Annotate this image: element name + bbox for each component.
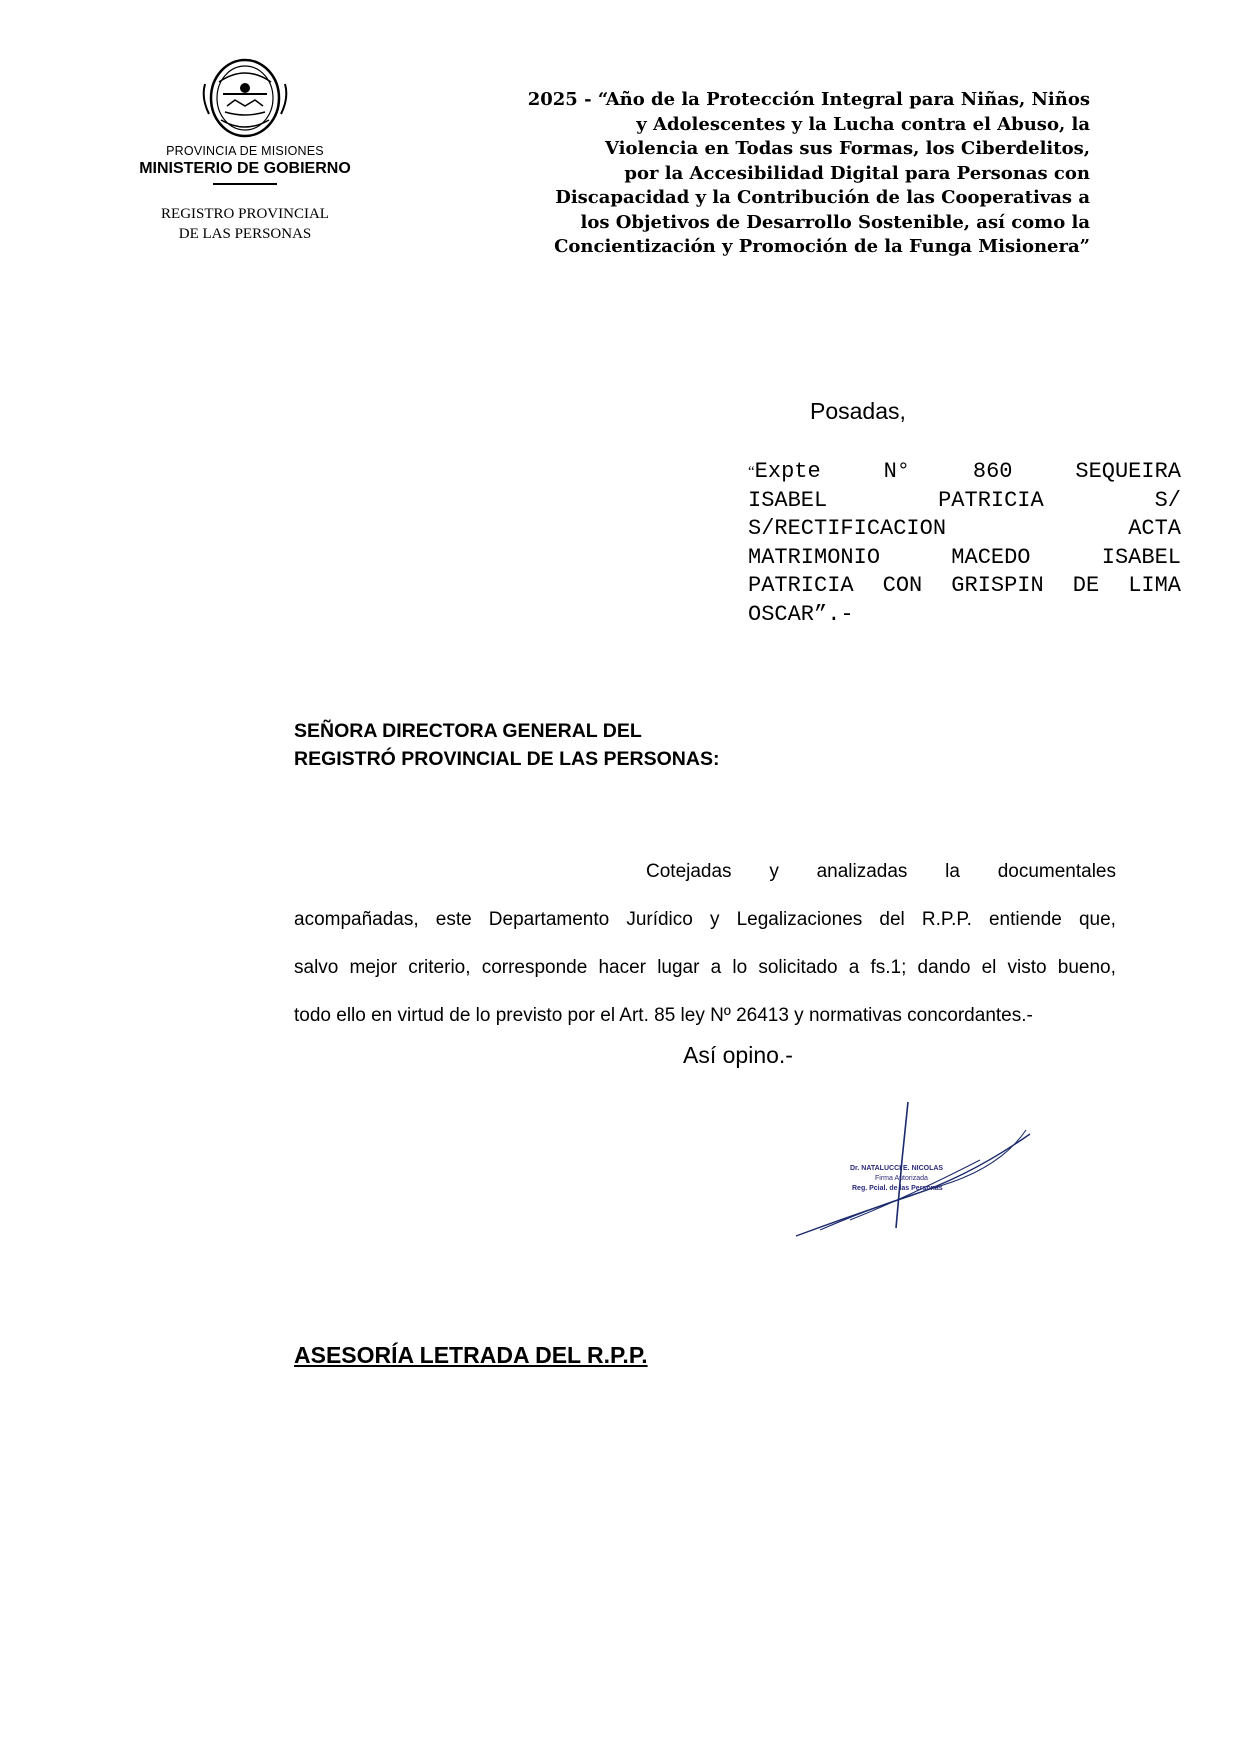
case-reference xyxy=(748,458,1181,629)
body-word: que, xyxy=(1078,909,1116,930)
place-date: Posadas, xyxy=(810,398,906,424)
body-word: solicitado xyxy=(758,957,838,978)
case-ref-word: GRISPIN xyxy=(951,573,1044,598)
year-motto xyxy=(470,88,1090,260)
motto-line: por la Accesibilidad Digital para Personas con xyxy=(624,162,1090,184)
case-ref-word: OSCAR”.- xyxy=(748,601,854,627)
motto-line: 2025 - “Año de la Protección Integral para Niñas, Niños xyxy=(527,89,1090,110)
body-word: mejor xyxy=(349,957,398,978)
signature xyxy=(790,1100,1040,1240)
stamp-line: Reg. Pcial. de las Personas xyxy=(852,1185,943,1192)
case-ref-word: ACTA xyxy=(1128,516,1181,541)
body-word: este xyxy=(435,909,472,930)
body-line xyxy=(294,848,1116,896)
body-word: y xyxy=(769,861,779,882)
case-ref-word: LIMA xyxy=(1128,573,1181,598)
footer-title: ASESORÍA LETRADA DEL R.P.P. xyxy=(294,1342,648,1368)
case-ref-line xyxy=(748,544,1181,573)
ministry-name: MINISTERIO DE GOBIERNO xyxy=(139,160,351,177)
registry-name xyxy=(120,204,370,244)
body-line xyxy=(294,896,1116,944)
stamp-line: Dr. NATALUCCI E. NICOLAS xyxy=(850,1165,944,1172)
case-ref-word: DE xyxy=(1072,573,1100,598)
case-ref-word: CON xyxy=(882,573,923,598)
motto-line: los Objetivos de Desarrollo Sostenible, así como la xyxy=(580,211,1090,233)
motto-line: y Adolescentes y la Lucha contra el Abuso, la xyxy=(636,113,1090,135)
addressee-line: SEÑORA DIRECTORA GENERAL DEL xyxy=(294,720,642,742)
body-word: Cotejadas xyxy=(646,861,732,882)
body-word: lo xyxy=(732,957,748,978)
body-word: a xyxy=(848,957,860,978)
body-word: corresponde xyxy=(481,957,588,978)
body-word: acompañadas, xyxy=(294,909,419,930)
body-word: Departamento xyxy=(488,909,610,930)
coat-of-arms-seal xyxy=(195,54,295,142)
case-ref-line xyxy=(748,458,1181,487)
case-ref-word: N° xyxy=(883,459,910,484)
body-word: hacer xyxy=(598,957,647,978)
case-ref-word: PATRICIA xyxy=(938,487,1044,513)
body-word: entiende xyxy=(988,909,1062,930)
case-ref-word: SEQUEIRA xyxy=(1075,459,1181,484)
case-ref-word: S/ xyxy=(1154,487,1181,513)
case-ref-word: MACEDO xyxy=(951,544,1031,570)
case-ref-word: ISABEL xyxy=(1101,544,1181,570)
body-word: del xyxy=(879,909,905,930)
body-word: y xyxy=(709,909,720,930)
motto-line: Violencia en Todas sus Formas, los Ciberdelitos, xyxy=(604,138,1090,159)
case-ref-word: PATRICIA xyxy=(748,573,854,598)
body-word: Legalizaciones xyxy=(736,909,863,930)
body-word: documentales xyxy=(997,861,1116,882)
body-line xyxy=(294,944,1116,992)
addressee xyxy=(294,717,994,773)
body-word: dando xyxy=(917,957,971,978)
case-ref-line xyxy=(748,487,1181,516)
body-word: la xyxy=(945,861,960,882)
body-word: fs.1; xyxy=(870,957,907,978)
motto-line: Discapacidad y la Contribución de las Cooperativas a xyxy=(555,187,1090,208)
body-word: criterio, xyxy=(408,957,471,978)
motto-line: Concientización y Promoción de la Funga Misionera” xyxy=(554,236,1090,257)
case-ref-word: S/RECTIFICACION xyxy=(748,516,947,541)
body-word: a xyxy=(710,957,722,978)
body-line xyxy=(294,992,1116,1040)
case-ref-first-word xyxy=(748,458,821,487)
body-word: salvo xyxy=(294,957,339,978)
case-ref-word: 860 xyxy=(972,459,1013,484)
body-word: el xyxy=(981,957,997,978)
body-word: lugar xyxy=(657,957,700,978)
closing-phrase: Así opino.- xyxy=(683,1042,793,1068)
case-ref-word: Expte xyxy=(754,459,821,484)
body-word: visto xyxy=(1007,957,1047,978)
case-ref-word: MATRIMONIO xyxy=(748,544,881,570)
header-divider xyxy=(213,183,277,185)
registry-line: DE LAS PERSONAS xyxy=(178,226,312,242)
body-word: R.P.P. xyxy=(921,909,972,930)
case-ref-line xyxy=(748,601,1181,630)
province-name: PROVINCIA DE MISIONES xyxy=(166,144,324,158)
body-word: analizadas xyxy=(816,861,908,882)
body-word: todo ello en virtud de lo previsto por el Art. 85 ley Nº 26413 y normativas concordantes.- xyxy=(294,1005,1033,1026)
registry-line: REGISTRO PROVINCIAL xyxy=(161,206,329,222)
case-ref-line xyxy=(748,572,1181,601)
case-ref-line xyxy=(748,515,1181,544)
body-word: Jurídico xyxy=(626,909,693,930)
addressee-line: REGISTRÓ PROVINCIAL DE LAS PERSONAS: xyxy=(294,748,720,770)
body-paragraph xyxy=(294,848,1116,1040)
body-word: bueno, xyxy=(1057,957,1116,978)
case-ref-word: ISABEL xyxy=(748,487,828,513)
stamp-line: Firma Autorizada xyxy=(875,1175,928,1182)
open-quote: “ xyxy=(748,464,755,480)
